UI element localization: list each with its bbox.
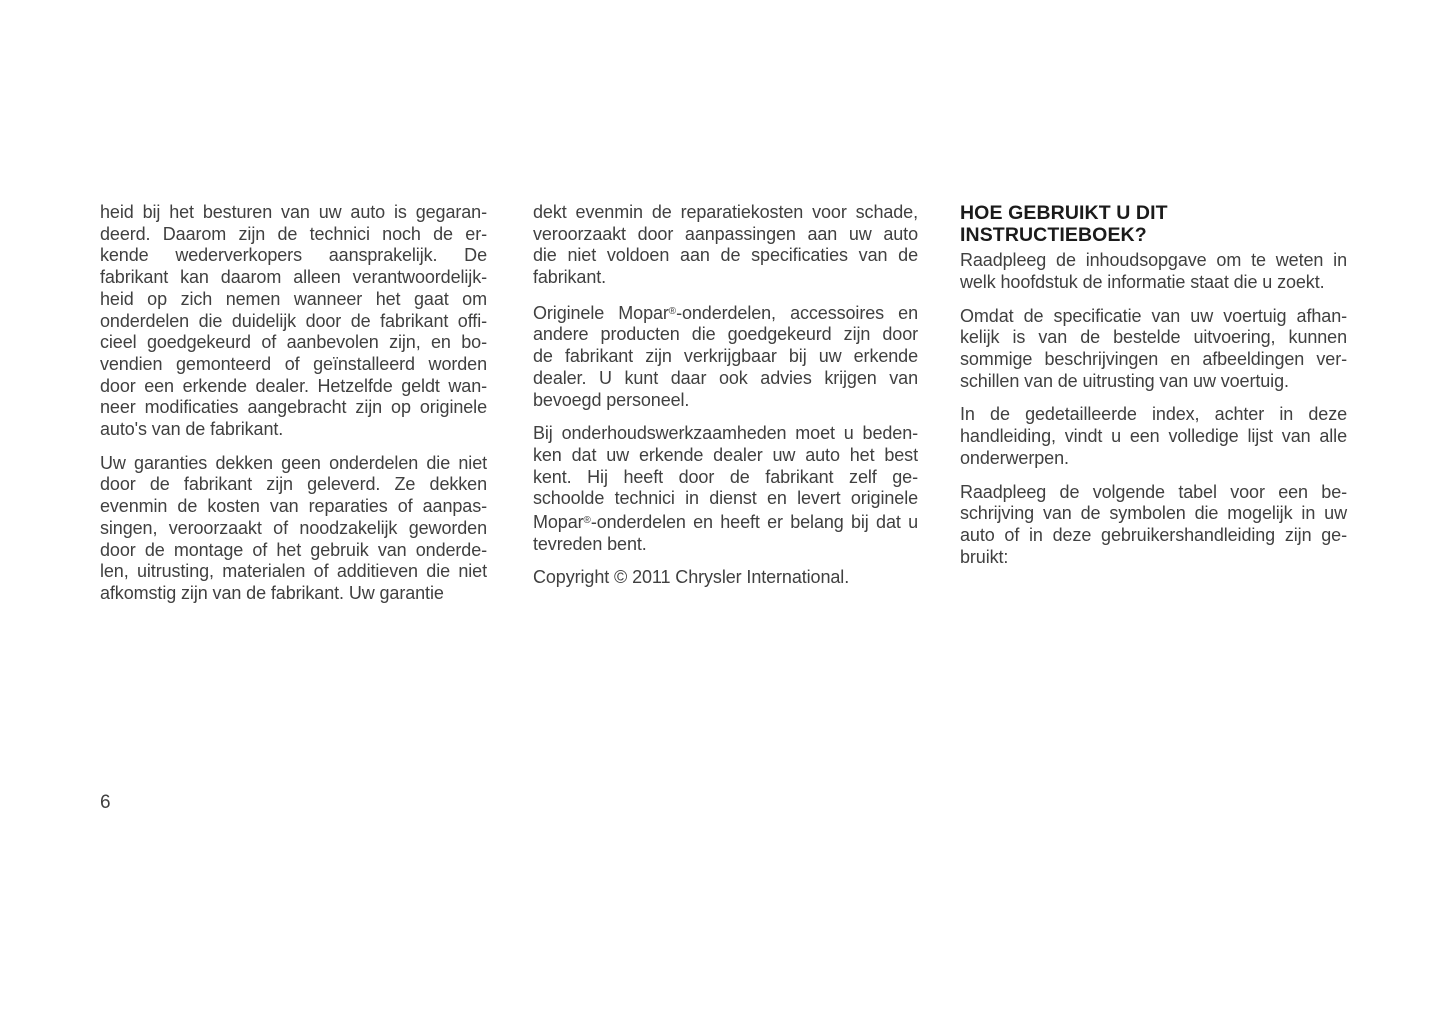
text-line: de fabrikant zijn verkrijgbaar bij uw erkende <box>533 346 918 367</box>
text-line: deerd. Daarom zijn de technici noch de er- <box>100 223 487 244</box>
registered-trademark-icon: ® <box>668 305 677 317</box>
paragraph <box>533 202 918 289</box>
paragraph <box>533 567 918 589</box>
paragraph <box>960 306 1347 393</box>
text-line: Mopar®-onderdelen en heeft er belang bij dat u <box>533 512 918 533</box>
text-line: In de gedetailleerde index, achter in deze <box>960 404 1347 425</box>
text-line: sommige beschrijvingen en afbeeldingen ver- <box>960 349 1347 369</box>
section-heading <box>960 202 1347 246</box>
paragraph <box>100 202 487 441</box>
text-line: bruikt: <box>960 546 1009 567</box>
text-line: vendien gemonteerd of geïnstalleerd worden <box>100 353 487 374</box>
text-line: welk hoofdstuk de informatie staat die u zoekt. <box>960 271 1325 292</box>
paragraph <box>533 301 918 411</box>
text-line: afkomstig zijn van de fabrikant. Uw garantie <box>100 582 444 603</box>
text-line: fabrikant. <box>533 267 607 288</box>
text-line: fabrikant kan daarom alleen verantwoordelijk- <box>100 267 487 288</box>
paragraph <box>960 250 1347 293</box>
paragraph <box>960 404 1347 469</box>
text-line: auto of in deze gebruikershandleiding zijn ge- <box>960 524 1347 545</box>
text-line: Omdat de specificatie van uw voertuig afhan- <box>960 305 1347 326</box>
text-line: Uw garanties dekken geen onderdelen die niet <box>100 452 487 473</box>
text-line: Raadpleeg de volgende tabel voor een be- <box>960 481 1347 502</box>
text-line: andere producten die goedgekeurd zijn door <box>533 324 918 345</box>
text-line: heid bij het besturen van uw auto is gegaran- <box>100 202 487 222</box>
column-3 <box>960 202 1347 580</box>
column-2 <box>533 202 918 601</box>
text-line: dealer. U kunt daar ook advies krijgen van <box>533 367 918 388</box>
text-line: tevreden bent. <box>533 533 647 554</box>
text-line: Raadpleeg de inhoudsopgave om te weten in <box>960 250 1347 271</box>
text-line: schoolde technici in dienst en levert originele <box>533 488 918 509</box>
text-line: dekt evenmin de reparatiekosten voor schade, <box>533 202 918 222</box>
page-number: 6 <box>100 792 111 813</box>
text-line: auto's van de fabrikant. <box>100 419 284 440</box>
text-line: door de montage of het gebruik van onderde- <box>100 539 487 560</box>
paragraph <box>533 423 918 555</box>
text-line: INSTRUCTIEBOEK? <box>960 224 1147 247</box>
text-line: schillen van de uitrusting van uw voertuig. <box>960 370 1289 391</box>
text-line: door een erkende dealer. Hetzelfde geldt wan- <box>100 375 487 396</box>
text-line: door de fabrikant zijn geleverd. Ze dekken <box>100 474 487 495</box>
text-line: onderdelen die duidelijk door de fabrikant offi- <box>100 310 487 331</box>
text-line: neer modificaties aangebracht zijn op originele <box>100 397 487 418</box>
text-line: kelijk is van de bestelde uitvoering, kunnen <box>960 327 1347 348</box>
text-line: HOE GEBRUIKT U DIT <box>960 202 1168 224</box>
paragraph <box>960 482 1347 569</box>
text-line: kent. Hij heeft door de fabrikant zelf ge- <box>533 466 918 487</box>
text-line: schrijving van de symbolen die mogelijk in uw <box>960 503 1347 524</box>
text-line: evenmin de kosten van reparaties of aanpas- <box>100 496 487 517</box>
text-line: ken dat uw erkende dealer uw auto het best <box>533 444 918 465</box>
text-line: veroorzaakt door aanpassingen aan uw auto <box>533 223 918 244</box>
text-line: cieel goedgekeurd of aanbevolen zijn, en bo- <box>100 332 487 353</box>
text-line: singen, veroorzaakt of noodzakelijk geworden <box>100 517 487 538</box>
text-line: Copyright © 2011 Chrysler International. <box>533 567 850 588</box>
text-line: onderwerpen. <box>960 447 1069 468</box>
text-line: handleiding, vindt u een volledige lijst van alle <box>960 426 1347 447</box>
paragraph <box>100 453 487 605</box>
text-line: Bij onderhoudswerkzaamheden moet u beden- <box>533 423 918 444</box>
text-line: kende wederverkopers aansprakelijk. De <box>100 245 487 266</box>
text-line: Originele Mopar®-onderdelen, accessoires en <box>533 302 918 323</box>
registered-trademark-icon: ® <box>583 515 591 527</box>
text-line: len, uitrusting, materialen of additieven die niet <box>100 561 487 582</box>
text-line: bevoegd personeel. <box>533 389 690 410</box>
text-line: heid op zich nemen wanneer het gaat om <box>100 288 487 309</box>
column-1 <box>100 202 487 617</box>
text-line: die niet voldoen aan de specificaties van de <box>533 245 918 266</box>
